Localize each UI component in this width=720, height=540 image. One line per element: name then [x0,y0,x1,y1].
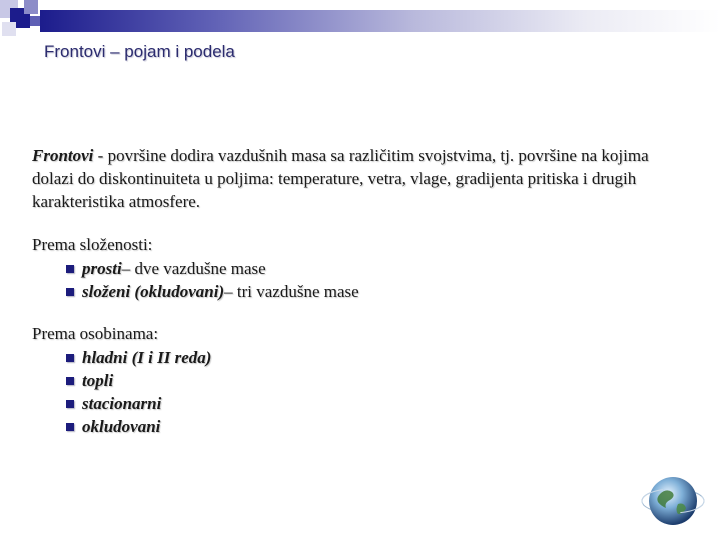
list-item [66,346,211,369]
list-item-term: složeni (okludovani) [82,282,225,301]
definition-paragraph [32,144,672,213]
blue-squares-icon [0,0,60,45]
complexity-label: Prema složenosti: [32,235,153,254]
properties-label: Prema osobinama: [32,324,159,343]
list-item [66,415,160,438]
bullet-square-icon [66,400,74,408]
list-item-term: topli [82,371,114,390]
title-gradient-bar [40,10,720,32]
list-item [66,280,359,303]
list-item [66,392,161,415]
definition-text: - površine dodira vazdušnih masa sa različitim svojstvima, tj. površine na kojima dolazi do diskontinuiteta u poljima: temperature, vetra, vlage, gradijenta pritiska i drugih karakteristika atmosfere. [32,146,649,211]
bullet-square-icon [66,288,74,296]
bullet-square-icon [66,354,74,362]
list-item [66,369,113,392]
globe-icon [640,468,706,534]
list-item-text: – dve vazdušne mase [121,259,266,278]
list-item-term: stacionarni [82,394,162,413]
list-item-text: – tri vazdušne mase [224,282,359,301]
list-item [66,257,266,280]
definition-term: Frontovi [32,146,94,165]
list-item-term: okludovani [82,417,161,436]
list-item-term: prosti [82,259,122,278]
slide-title: Frontovi – pojam i podela [44,42,235,61]
bullet-square-icon [66,377,74,385]
list-item-term: hladni (I i II reda) [82,348,212,367]
bullet-square-icon [66,423,74,431]
bullet-square-icon [66,265,74,273]
